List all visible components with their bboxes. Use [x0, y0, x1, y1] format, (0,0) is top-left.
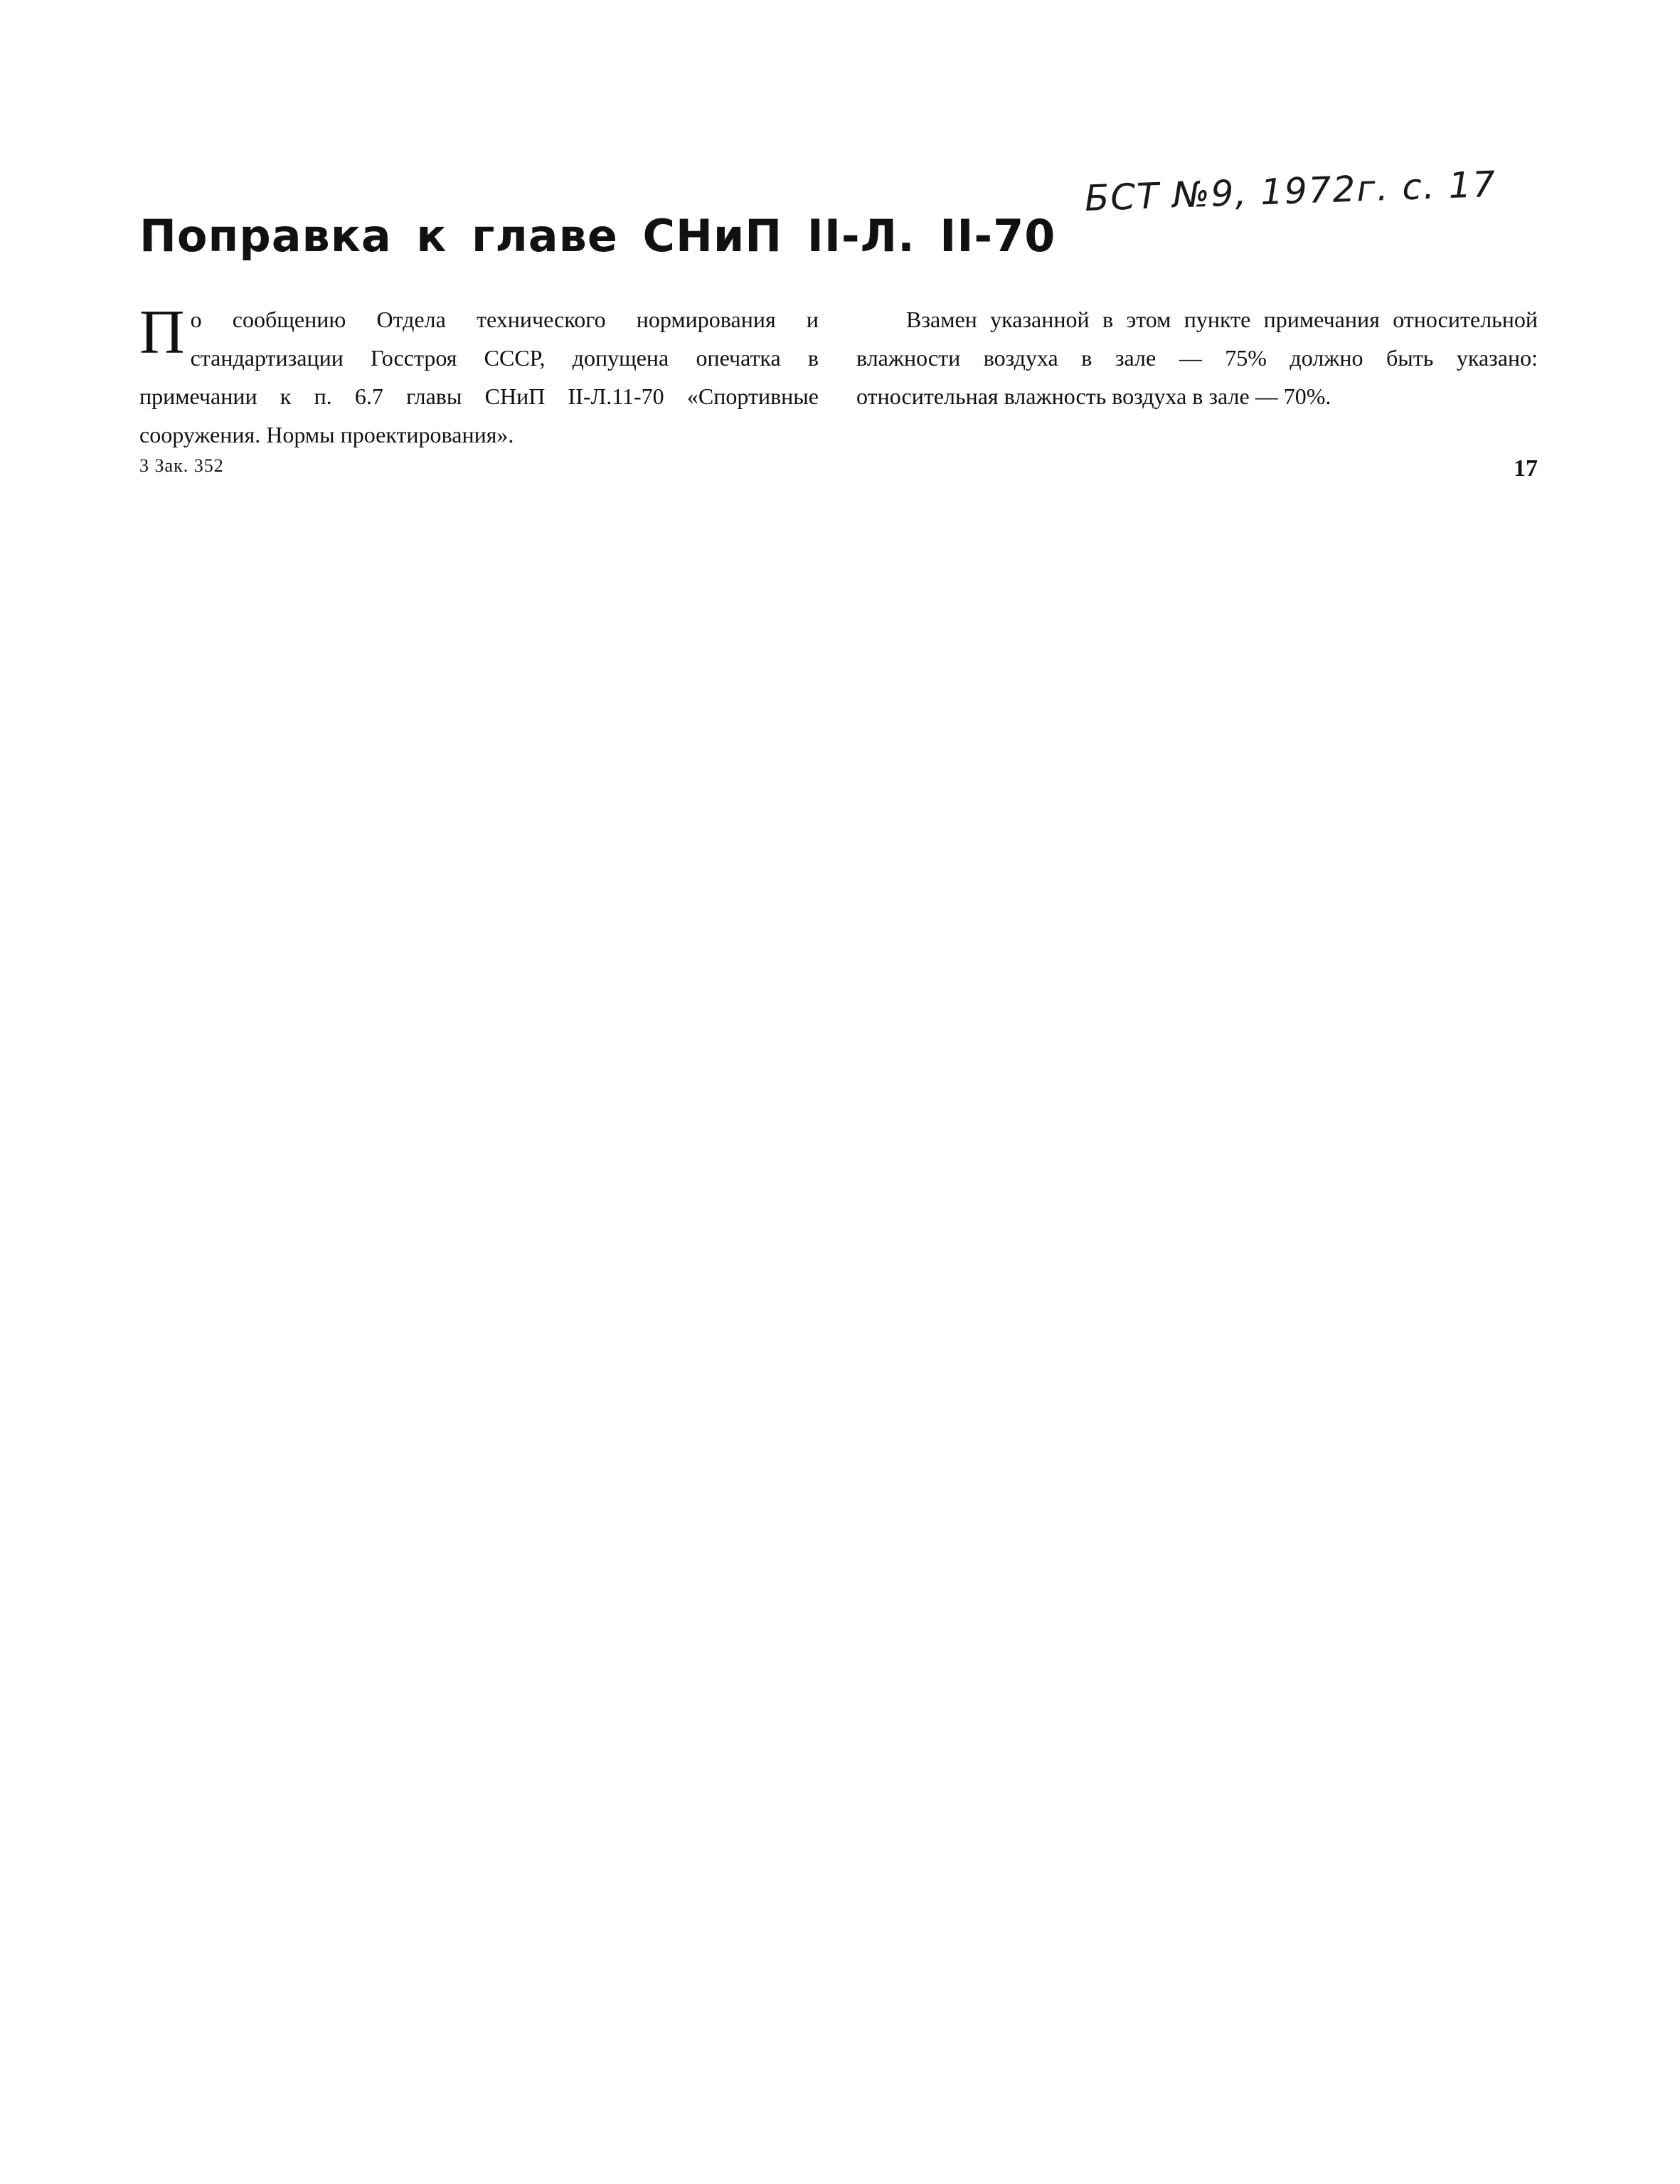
page-title: Поправка к главе СНиП II-Л. II-70 — [139, 210, 1056, 262]
left-paragraph — [139, 300, 819, 454]
dropcap-letter: П — [139, 298, 185, 367]
left-paragraph-text: о сообщению Отдела технического нормирования и стандартизации Госстроя СССР, допущена опечатка в примечании к п. 6.7 главы СНиП II-Л.11-70 «Спортивные сооружения. Нормы проектирования». — [139, 307, 819, 447]
left-column — [139, 300, 819, 454]
order-note: 3 Зак. 352 — [139, 455, 224, 476]
right-paragraph-text: Взамен указанной в этом пункте примечания относительной влажности воздуха в зале — 75% должно быть указано: относительная влажность воздуха в зале — 70%. — [856, 307, 1538, 409]
right-column — [856, 300, 1538, 415]
handwritten-reference: БСТ №9, 1972г. с. 17 — [1083, 163, 1498, 219]
page-number: 17 — [1514, 455, 1538, 482]
